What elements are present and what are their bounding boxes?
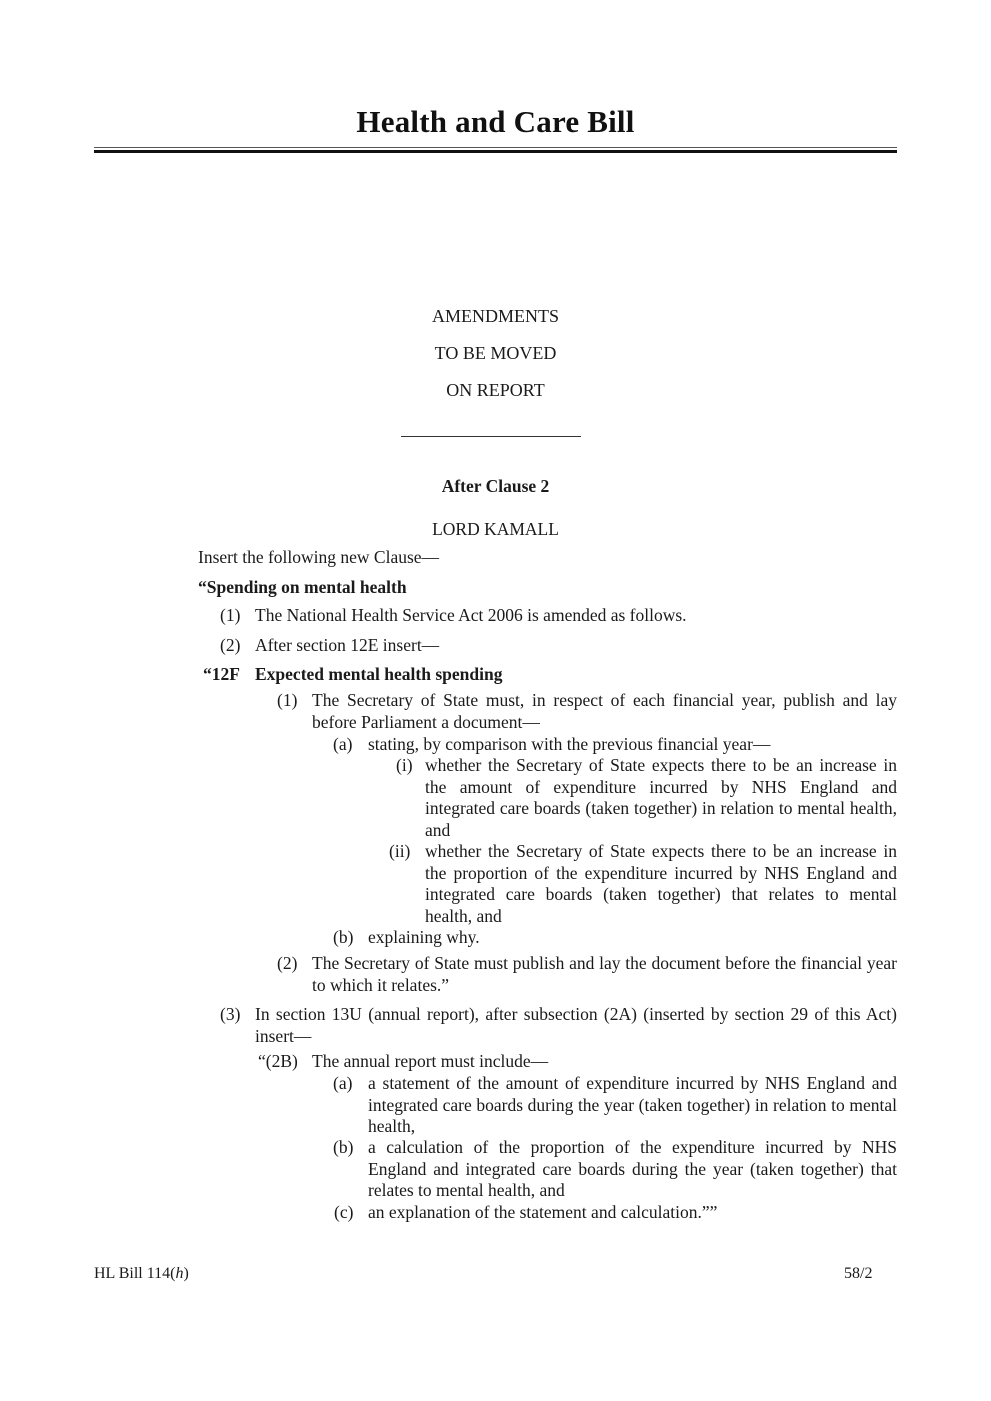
subpara-text: whether the Secretary of State expects there to be an increase in the amount of expenditure incurred by NHS England and integrated care boards (taken together) in relation to mental health, and [425,755,897,840]
item-label: (c) [334,1202,354,1222]
item-label: (b) [333,1137,354,1157]
subpara-label: (i) [396,755,413,775]
sub-label: (1) [277,690,298,710]
bill-number-prefix: HL Bill 114( [94,1265,176,1282]
para-label: (a) [333,734,353,754]
bill-number [94,1265,189,1283]
title-rule-thick [94,150,897,153]
bill-number-suffix: ) [183,1265,189,1282]
item-text: an explanation of the statement and calculation.”” [368,1202,718,1222]
page-reference: 58/2 [844,1265,873,1282]
item-label: (a) [333,1073,353,1093]
subsection-label: (1) [220,605,241,625]
sub-label: (2) [277,953,298,973]
new-section-label: “12F [203,664,240,684]
sub-text: The Secretary of State must, in respect of each financial year, publish and lay before Parliament a document— [312,690,897,732]
title-rule-thin [94,147,897,148]
inserted-label: “(2B) [258,1051,298,1071]
subsection-text: The National Health Service Act 2006 is amended as follows. [255,605,687,625]
mover-name: LORD KAMALL [432,519,559,539]
bill-number-italic: h [175,1265,184,1282]
para-text: explaining why. [368,927,480,947]
subsection-text: In section 13U (annual report), after subsection (2A) (inserted by section 29 of this Act) insert— [255,1004,897,1046]
inserted-text: The annual report must include— [312,1051,549,1071]
subsection-label: (3) [220,1004,241,1024]
para-label: (b) [333,927,354,947]
subsection-text: After section 12E insert— [255,635,440,655]
section-heading: After Clause 2 [441,476,550,496]
subpara-label: (ii) [389,841,411,861]
subpara-text: whether the Secretary of State expects there to be an increase in the proportion of the expenditure incurred by NHS England and integrated care boards (taken together) that relates to mental health, and [425,841,897,926]
heading-line-2: TO BE MOVED [434,343,557,363]
subsection-label: (2) [220,635,241,655]
item-text: a statement of the amount of expenditure incurred by NHS England and integrated care boards during the year (taken together) in relation to mental health, [368,1073,897,1136]
para-text: stating, by comparison with the previous financial year— [368,734,771,754]
clause-title: “Spending on mental health [198,577,407,597]
sub-text: The Secretary of State must publish and lay the document before the financial year to which it relates.” [312,953,897,995]
heading-line-1: AMENDMENTS [431,306,559,326]
section-divider [401,436,581,437]
intro-text: Insert the following new Clause— [198,547,440,567]
item-text: a calculation of the proportion of the expenditure incurred by NHS England and integrated care boards during the year (taken together) that relates to mental health, and [368,1137,897,1200]
new-section-title: Expected mental health spending [255,664,503,684]
heading-line-3: ON REPORT [446,380,545,400]
bill-title: Health and Care Bill [356,104,635,139]
